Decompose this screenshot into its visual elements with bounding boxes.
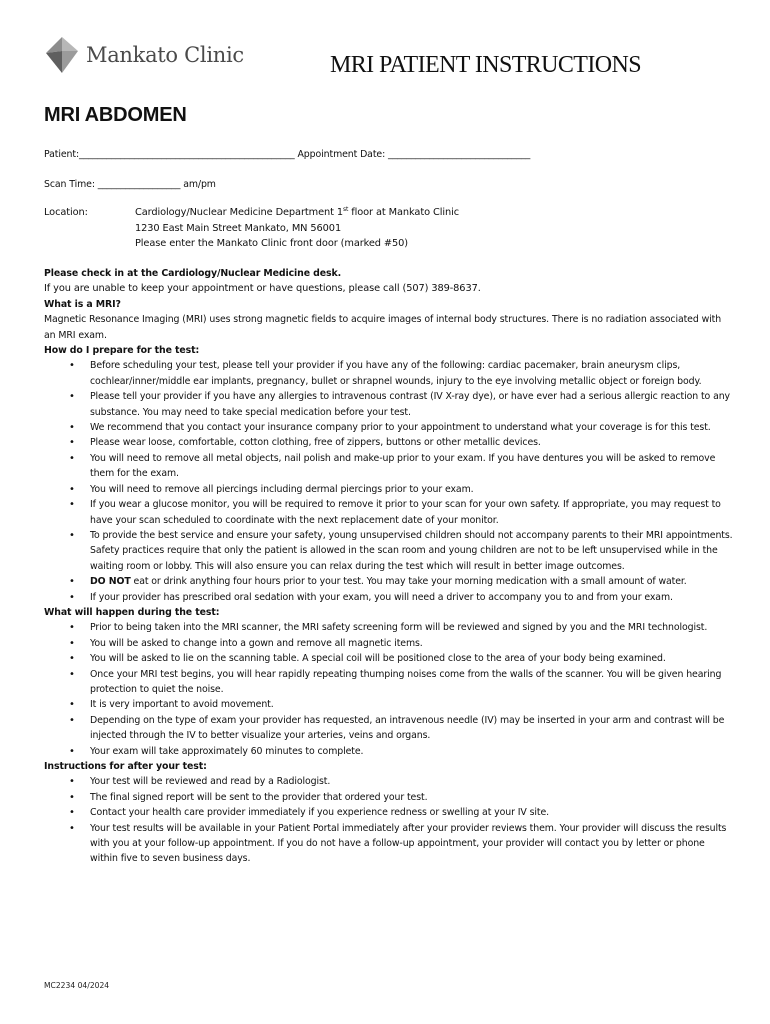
list-item: • You will need to remove all metal objects, nail polish and make-up prior to your exam. If you have dentures you will be asked to remove them for the exam. <box>90 451 734 482</box>
list-item <box>90 574 734 589</box>
list-item: • We recommend that you contact your insurance company prior to your appointment to understand what your coverage is for this test. <box>90 420 734 435</box>
clinic-logo <box>44 34 244 76</box>
prepare-heading: How do I prepare for the test: <box>44 345 200 357</box>
during-list <box>44 620 734 759</box>
list-item: • Once your MRI test begins, you will hear rapidly repeating thumping noises come from the walls of the scanner. You will be given hearing protection to quiet the noise. <box>90 667 734 698</box>
location-address <box>135 205 459 252</box>
what-is-heading: What is a MRI? <box>44 298 121 310</box>
after-heading: Instructions for after your test: <box>44 761 207 772</box>
list-item: • Before scheduling your test, please tell your provider if you have any of the following: cardiac pacemaker, brain aneurysm clips, cochlear/inner/middle ear implants, pregnancy, bullet or shrapnel wounds, injury to the eye involving metallic object or foreign body. <box>90 358 734 389</box>
list-item: • Please wear loose, comfortable, cotton clothing, free of zippers, buttons or other metallic devices. <box>90 435 734 450</box>
checkin-heading: Please check in at the Cardiology/Nuclear Medicine desk. <box>44 268 342 279</box>
patient-line: Patient:_______________________________________________ Appointment Date: _______________________________ <box>44 149 531 160</box>
prepare-list <box>44 358 734 605</box>
list-item: • To provide the best service and ensure your safety, young unsupervised children should not accompany parents to their MRI appointments. Safety practices require that only the patient is allowed in the scan room and young children are not to be left unsupervised while in the waiting room or lobby. This will also ensure you can relax during the test which will result in better image outcomes. <box>90 528 734 574</box>
exam-title: MRI ABDOMEN <box>44 104 187 126</box>
during-heading: What will happen during the test: <box>44 606 220 618</box>
document-title: MRI PATIENT INSTRUCTIONS <box>330 52 641 78</box>
list-item: • Your test results will be available in your Patient Portal immediately after your provider reviews them. Your provider will discuss the results with you at your follow-up appointment. If you do not have a follow-up appointment, your provider will contact you by letter or phone within five to seven business days. <box>90 821 734 867</box>
form-code-footer: MC2234 04/2024 <box>44 981 110 990</box>
location-line-1: Cardiology/Nuclear Medicine Department 1st floor at Mankato Clinic <box>135 206 459 218</box>
scan-time-line: Scan Time: __________________ am/pm <box>44 179 216 190</box>
location-line-2: 1230 East Main Street Mankato, MN 56001 <box>135 222 342 234</box>
list-item: • If you wear a glucose monitor, you will be required to remove it prior to your scan for your own safety. If appropriate, you may request to have your scan scheduled to coordinate with the next replacement date of your monitor. <box>90 497 734 528</box>
list-item: • It is very important to avoid movement. <box>90 697 734 712</box>
do-not-text: eat or drink anything four hours prior to your test. You may take your morning medication with a small amount of water. <box>130 576 687 588</box>
list-item: • You will be asked to lie on the scanning table. A special coil will be positioned close to the area of your body being examined. <box>90 651 734 666</box>
mankato-clinic-logo-icon <box>44 35 80 75</box>
instructions-body <box>44 266 734 867</box>
location-line-3: Please enter the Mankato Clinic front door (marked #50) <box>135 238 409 249</box>
list-item: • Contact your health care provider immediately if you experience redness or swelling at your IV site. <box>90 805 734 820</box>
list-item: • Please tell your provider if you have any allergies to intravenous contrast (IV X-ray dye), or have ever had a serious allergic reaction to any substance. You may need to take special medication before your test. <box>90 389 734 420</box>
list-item: • Your test will be reviewed and read by a Radiologist. <box>90 774 734 789</box>
list-item: • Depending on the type of exam your provider has requested, an intravenous needle (IV) may be inserted in your arm and contrast will be injected through the IV to better visualize your arteries, veins and organs. <box>90 713 734 744</box>
list-item: • Prior to being taken into the MRI scanner, the MRI safety screening form will be reviewed and signed by you and the MRI technologist. <box>90 620 734 635</box>
list-item: • If your provider has prescribed oral sedation with your exam, you will need a driver to accompany you to and from your exam. <box>90 590 734 605</box>
location-label: Location: <box>44 207 88 218</box>
what-is-text: Magnetic Resonance Imaging (MRI) uses strong magnetic fields to acquire images of internal body structures. There is no radiation associated with an MRI exam. <box>44 314 722 341</box>
do-not-emphasis: DO NOT <box>90 576 131 588</box>
call-text: If you are unable to keep your appointment or have questions, please call (507) 389-8637. <box>44 283 481 295</box>
list-item: • You will need to remove all piercings including dermal piercings prior to your exam. <box>90 482 734 497</box>
after-list <box>44 774 734 866</box>
list-item: • Your exam will take approximately 60 minutes to complete. <box>90 744 734 759</box>
logo-text: Mankato Clinic <box>86 43 244 67</box>
list-item: • You will be asked to change into a gown and remove all magnetic items. <box>90 636 734 651</box>
list-item: • The final signed report will be sent to the provider that ordered your test. <box>90 790 734 805</box>
